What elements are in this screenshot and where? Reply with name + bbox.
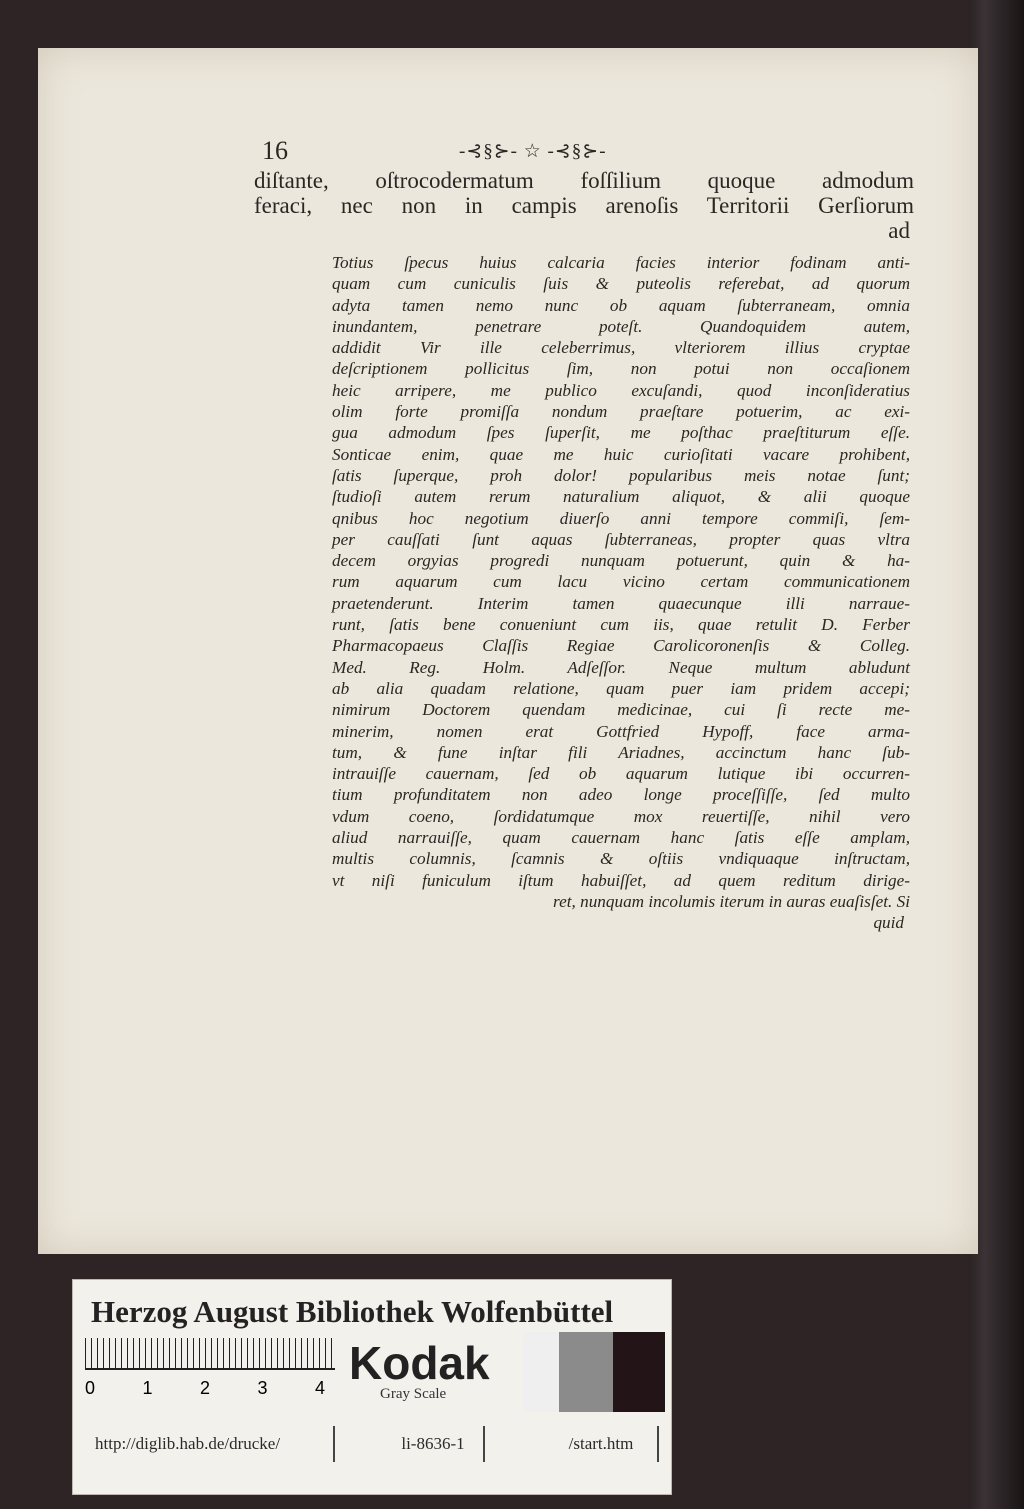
footnote-line: decem orgyias progredi nunquam potuerunt, quin & ha- <box>332 551 910 571</box>
library-name: Herzog August Bibliothek Wolfenbüttel <box>91 1294 614 1329</box>
gray-scale-caption: Gray Scale <box>380 1386 447 1402</box>
footnote-line: rum aquarum cum lacu vicino certam communicationem <box>332 572 910 592</box>
ruler-labels <box>85 1378 325 1399</box>
footnote-line: inundantem, penetrare poteſt. Quandoquidem autem, <box>332 316 910 336</box>
footnote-line: Totius ſpecus huius calcaria facies interior fodinam anti- <box>332 253 910 272</box>
footnote-line: adyta tamen nemo nunc ob aquam ſubterraneam, omnia <box>332 295 910 315</box>
footnote-line: Pharmacopaeus Claſſis Regiae Carolicoronenſis & Colleg. <box>332 636 910 656</box>
footnote-line: vt niſi funiculum iſtum habuiſſet, ad quem reditum dirige- <box>332 870 910 890</box>
footnote-line: minerim, nomen erat Gottfried Hypoff, face arma- <box>332 721 910 741</box>
footnote-line: Med. Reg. Holm. Adſeſſor. Neque multum abludunt <box>332 657 910 677</box>
footnote-line: intrauiſſe cauernam, ſed ob aquarum lutique ibi occurren- <box>332 764 910 784</box>
footnote-line: addidit Vir ille celeberrimus, vlteriorem illius cryptae <box>332 338 910 358</box>
footnote-line: olim forte promiſſa nondum praeſtare potuerim, ac exi- <box>332 402 910 422</box>
roman-text <box>254 168 914 243</box>
black-swatch <box>613 1332 665 1412</box>
text-line: diſtante, oſtrocodermatum foſſilium quoque admodum <box>254 168 914 193</box>
footnote-line: runt, ſatis bene conueniunt cum iis, quae retulit D. Ferber <box>332 615 910 635</box>
book-page <box>38 48 978 1254</box>
footnote-line: nimirum Doctorem quendam medicinae, cui ſi recte me- <box>332 700 910 720</box>
catchword: quid <box>873 913 904 933</box>
footnote-line: deſcriptionem pollicitus ſim, non potui non occaſionem <box>332 359 910 379</box>
footnote-line: gua admodum ſpes ſuperſit, me poſthac praeſtiturum eſſe. <box>332 423 910 443</box>
url-base: http://diglib.hab.de/drucke/ <box>95 1426 335 1462</box>
white-swatch <box>523 1332 559 1412</box>
ruler-number: 2 <box>199 1378 210 1398</box>
footnote-line: heic arripere, me publico excuſandi, quod inconſideratius <box>332 380 910 400</box>
url-start: /start.htm <box>545 1426 659 1462</box>
footnote-line: praetenderunt. Interim tamen quaecunque illi narraue- <box>332 593 910 613</box>
catchword: ad <box>888 218 910 243</box>
footnote-line: vdum coeno, ſordidatumque mox reuertiſſe, nihil vero <box>332 806 910 826</box>
gray-swatch <box>559 1332 613 1412</box>
text-line: feraci, nec non in campis arenoſis Territorii Gerſiorum <box>254 193 914 218</box>
ruler-scale <box>85 1338 335 1370</box>
page-header <box>254 128 914 168</box>
page-text-area <box>254 128 914 1148</box>
footnote-block <box>254 252 914 934</box>
footnote-line: ab alia quadam relatione, quam puer iam pridem accepi; <box>332 678 910 698</box>
ruler-number: 4 <box>314 1378 325 1398</box>
footnote-line: tum, & fune inſtar fili Ariadnes, accinctum hanc ſub- <box>332 742 910 762</box>
footnote-line: aliud narrauiſſe, quam cauernam hanc ſatis eſſe amplam, <box>332 828 910 848</box>
kodak-logo: Kodak <box>349 1337 490 1389</box>
library-label-card <box>72 1279 672 1495</box>
page-number: 16 <box>262 136 288 165</box>
footnote-line: ret, nunquam incolumis iterum in auras euaſisſet. Si <box>553 891 910 911</box>
footnote-line: Sonticae enim, quae me huic curioſitati vacare prohibent, <box>332 444 910 464</box>
footnote-line: ſatis ſuperque, proh dolor! popularibus meis notae ſunt; <box>332 465 910 485</box>
footnote-line: per cauſſati ſunt aquas ſubterraneas, propter quas vltra <box>332 529 910 549</box>
footnote-line: qnibus hoc negotium diuerſo anni tempore commiſi, ſem- <box>332 508 910 528</box>
ruler-number: 0 <box>85 1378 96 1398</box>
footnote-line: ſtudioſi autem rerum naturalium aliquot, & alii quoque <box>332 487 910 507</box>
ruler-number: 3 <box>257 1378 268 1398</box>
footnote-line: tium profunditatem non adeo longe proceſſiſſe, ſed multo <box>332 785 910 805</box>
ruler-number: 1 <box>142 1378 153 1398</box>
footnote-line: quam cum cuniculis ſuis & puteolis referebat, ad quorum <box>332 274 910 294</box>
url-id: li-8636-1 <box>383 1426 485 1462</box>
ornament-icon: -⊰§⊱- ☆ -⊰§⊱- <box>459 141 607 162</box>
footnote-line: multis columnis, ſcamnis & oſtiis vndiquaque inſtructam, <box>332 849 910 869</box>
